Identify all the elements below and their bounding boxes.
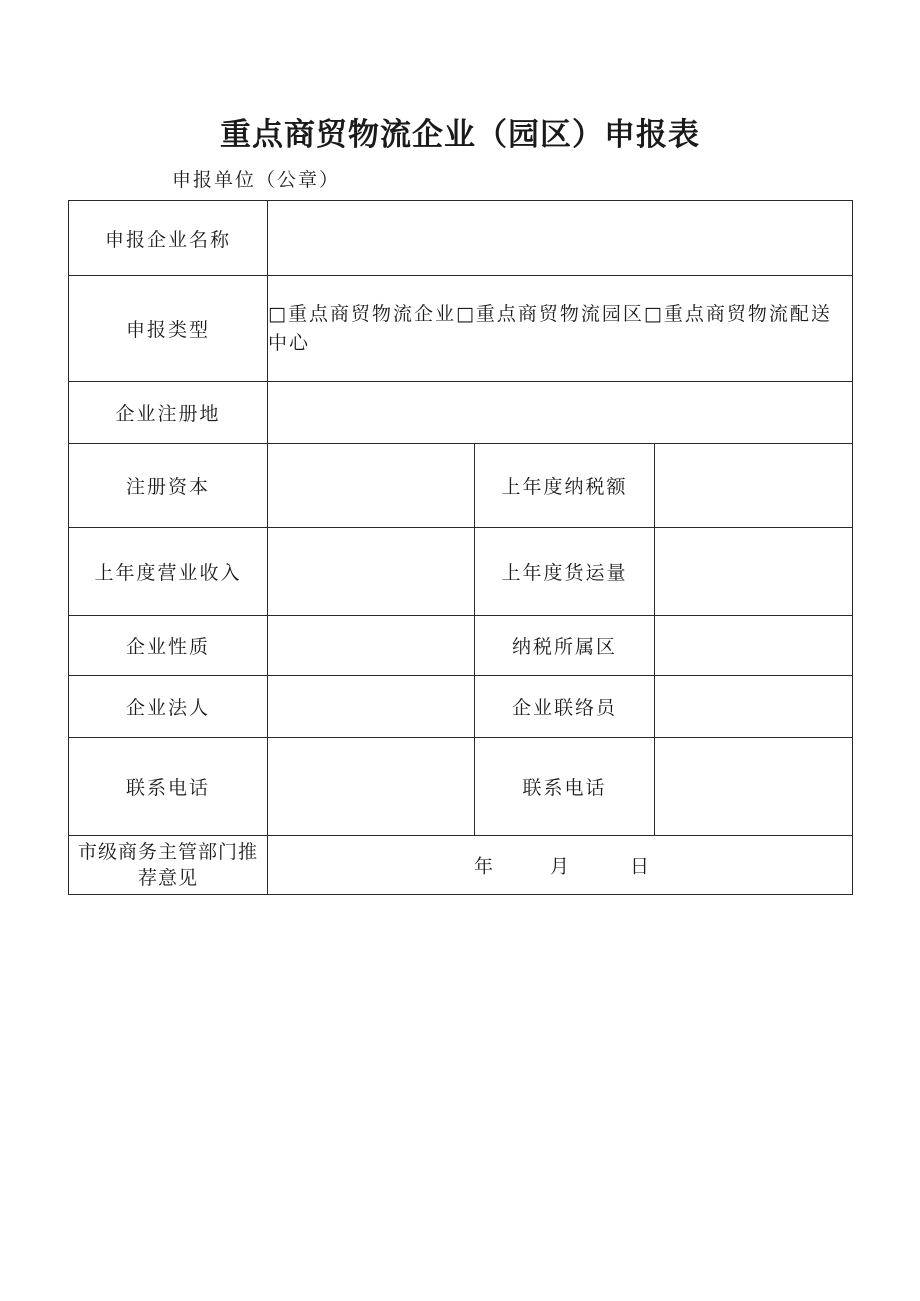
contact-phone-label: 联系电话 <box>69 738 268 836</box>
registered-capital-label: 注册资本 <box>69 444 268 528</box>
liaison-label: 企业联络员 <box>475 676 655 738</box>
row-application-type <box>69 276 853 382</box>
recommendation-field[interactable] <box>268 836 853 895</box>
liaison-phone-label: 联系电话 <box>475 738 655 836</box>
row-capital-tax <box>69 444 853 528</box>
freight-last-year-field[interactable] <box>655 528 853 616</box>
tax-district-field[interactable] <box>655 616 853 676</box>
liaison-field[interactable] <box>655 676 853 738</box>
application-type-label: 申报类型 <box>69 276 268 382</box>
row-company-name <box>69 201 853 276</box>
page-title: 重点商贸物流企业（园区）申报表 <box>220 117 700 153</box>
registration-place-field[interactable] <box>268 382 853 444</box>
liaison-phone-field[interactable] <box>655 738 853 836</box>
applicant-unit-label: 申报单位（公章） <box>172 169 341 191</box>
registration-place-label: 企业注册地 <box>69 382 268 444</box>
contact-phone-field[interactable] <box>268 738 475 836</box>
date-year-label: 年 <box>474 855 496 878</box>
legal-person-field[interactable] <box>268 676 475 738</box>
row-recommendation <box>69 836 853 895</box>
application-type-options[interactable]: □重点商贸物流企业□重点商贸物流园区□重点商贸物流配送中心 <box>268 276 853 382</box>
row-revenue-freight <box>69 528 853 616</box>
tax-last-year-field[interactable] <box>655 444 853 528</box>
date-day-label: 日 <box>630 855 652 878</box>
registered-capital-field[interactable] <box>268 444 475 528</box>
recommendation-label: 市级商务主管部门推荐意见 <box>69 836 268 895</box>
row-nature-district <box>69 616 853 676</box>
freight-last-year-label: 上年度货运量 <box>475 528 655 616</box>
company-nature-label: 企业性质 <box>69 616 268 676</box>
company-nature-field[interactable] <box>268 616 475 676</box>
revenue-last-year-label: 上年度营业收入 <box>69 528 268 616</box>
row-phones <box>69 738 853 836</box>
tax-last-year-label: 上年度纳税额 <box>475 444 655 528</box>
company-name-label: 申报企业名称 <box>69 201 268 276</box>
row-registration-place <box>69 382 853 444</box>
tax-district-label: 纳税所属区 <box>475 616 655 676</box>
company-name-field[interactable] <box>268 201 853 276</box>
legal-person-label: 企业法人 <box>69 676 268 738</box>
application-form-table <box>68 200 853 895</box>
date-month-label: 月 <box>550 855 572 878</box>
revenue-last-year-field[interactable] <box>268 528 475 616</box>
row-legal-liaison <box>69 676 853 738</box>
